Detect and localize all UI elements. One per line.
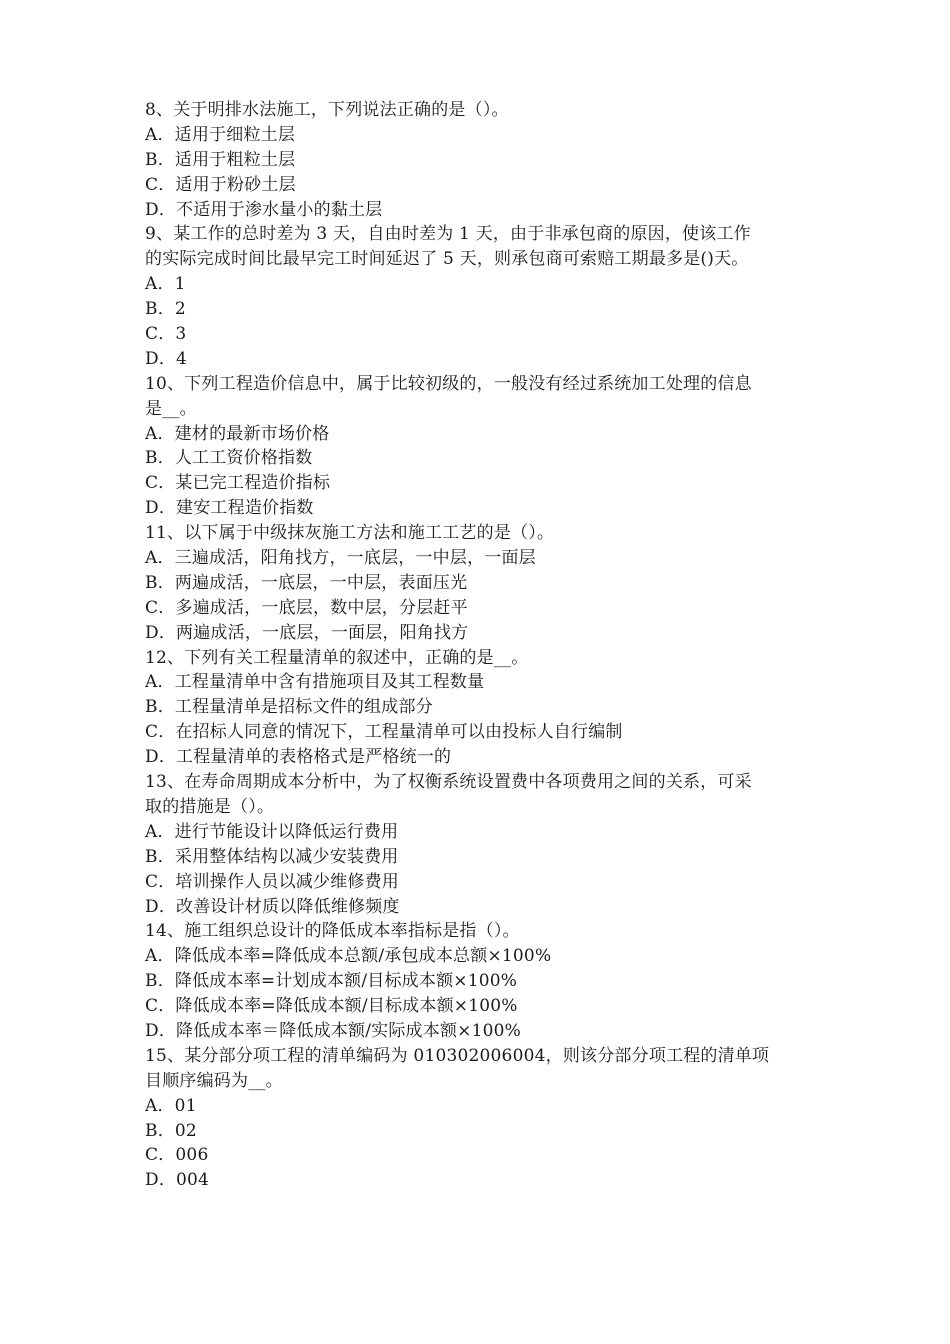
question-stem: 10、下列工程造价信息中，属于比较初级的，一般没有经过系统加工处理的信息 <box>145 373 752 394</box>
question-stem: 12、下列有关工程量清单的叙述中，正确的是__。 <box>145 647 529 668</box>
question-stem: 15、某分部分项工程的清单编码为 010302006004，则该分部分项工程的清单项 <box>145 1045 770 1066</box>
question-stem-continuation: 取的措施是（）。 <box>145 796 275 817</box>
question-stem: 11、以下属于中级抹灰施工方法和施工工艺的是（）。 <box>145 523 555 544</box>
option-line: A．适用于细粒土层 <box>145 124 296 145</box>
option-line: C．006 <box>145 1145 209 1166</box>
option-line: D．不适用于渗水量小的黏土层 <box>145 199 383 220</box>
option-line: B．工程量清单是招标文件的组成部分 <box>145 697 433 718</box>
option-line: D．4 <box>145 348 188 369</box>
option-line: A．三遍成活，阳角找方，一底层，一中层，一面层 <box>145 548 536 569</box>
option-line: C．某已完工程造价指标 <box>145 473 331 494</box>
option-line: C．多遍成活，一底层，数中层，分层赶平 <box>145 597 468 618</box>
option-line: C．降低成本率=降低成本额/目标成本额×100% <box>145 996 518 1017</box>
option-line: A．1 <box>145 274 186 295</box>
option-line: B．采用整体结构以减少安装费用 <box>145 846 399 867</box>
option-line: A．降低成本率=降低成本总额/承包成本总额×100% <box>145 946 552 967</box>
option-line: C．适用于粉砂土层 <box>145 174 296 195</box>
question-stem: 8、关于明排水法施工，下列说法正确的是（）。 <box>145 100 509 120</box>
question-list <box>145 98 807 1193</box>
option-line: D．改善设计材质以降低维修频度 <box>145 896 400 917</box>
option-line: A．工程量清单中含有措施项目及其工程数量 <box>145 672 485 693</box>
option-line: D．建安工程造价指数 <box>145 498 314 519</box>
question-stem: 14、施工组织总设计的降低成本率指标是指（）。 <box>145 921 520 942</box>
question-stem-continuation: 是__。 <box>145 398 197 419</box>
option-line: A．进行节能设计以降低运行费用 <box>145 821 399 842</box>
option-line: D．两遍成活，一底层，一面层，阳角找方 <box>145 622 469 643</box>
question-stem: 9、某工作的总时差为 3 天，自由时差为 1 天，由于非承包商的原因，使该工作 <box>145 224 751 245</box>
question-stem-continuation: 的实际完成时间比最早完工时间延迟了 5 天，则承包商可索赔工期最多是()天。 <box>145 249 749 270</box>
option-line: C．3 <box>145 324 187 345</box>
option-line: A．建材的最新市场价格 <box>145 423 330 444</box>
option-line: B．2 <box>145 299 186 320</box>
option-line: D．004 <box>145 1170 210 1191</box>
option-line: A．01 <box>145 1095 197 1116</box>
option-line: C．培训操作人员以减少维修费用 <box>145 871 400 892</box>
option-line: B．适用于粗粒土层 <box>145 149 296 170</box>
question-stem-continuation: 目顺序编码为__。 <box>145 1070 283 1091</box>
option-line: B．02 <box>145 1120 197 1141</box>
option-line: C．在招标人同意的情况下，工程量清单可以由投标人自行编制 <box>145 722 623 743</box>
option-line: D．工程量清单的表格格式是严格统一的 <box>145 747 452 768</box>
option-line: B．人工工资价格指数 <box>145 448 313 469</box>
question-stem: 13、在寿命周期成本分析中，为了权衡系统设置费中各项费用之间的关系，可采 <box>145 772 752 793</box>
option-line: B．降低成本率=计划成本额/目标成本额×100% <box>145 971 518 992</box>
option-line: D．降低成本率＝降低成本额/实际成本额×100% <box>145 1020 522 1041</box>
option-line: B．两遍成活，一底层，一中层，表面压光 <box>145 572 468 593</box>
